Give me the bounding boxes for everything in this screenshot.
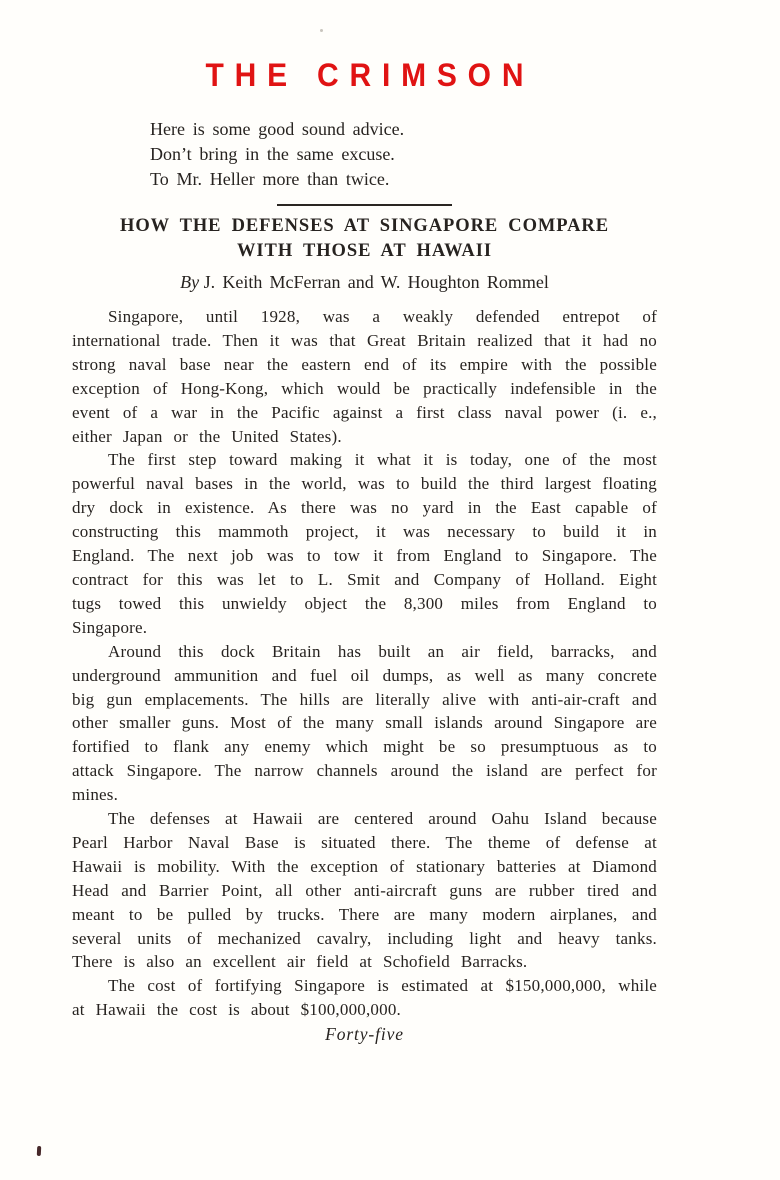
article-paragraph-4: The defenses at Hawaii are centered around Oahu Island because Pearl Harbor Naval Base is situated there. The theme of defense at Hawaii is mobility. With the exception of stationary batteries at Diamond Head and Barrier Point, all other anti-aircraft guns are rubber tired and meant to be pulled by trucks. There are many modern airplanes, and several units of mechanized cavalry, including light and heavy tanks. There is also an excellent air field at Schofield Barracks.: [72, 809, 657, 972]
article-paragraph-3: Around this dock Britain has built an air field, barracks, and underground ammunition and fuel oil dumps, as well as many concrete big gun emplacements. The hills are literally alive with anti-air-craft and other smaller guns. Most of the many small islands around Singapore are fortified to flank any enemy which might be so presumptuous as to attack Singapore. The narrow channels around the island are perfect for mines.: [72, 641, 657, 805]
article-title-line-1: HOW THE DEFENSES AT SINGAPORE COMPARE: [120, 216, 609, 236]
dust-speck-artifact: [320, 29, 323, 32]
byline-prefix: By: [180, 272, 200, 292]
article-body: [72, 305, 657, 1022]
verse-line-3: To Mr. Heller more than twice.: [150, 169, 390, 189]
verse-line-1: Here is some good sound advice.: [150, 119, 405, 139]
verse-block: [150, 117, 657, 192]
verse-line-2: Don’t bring in the same excuse.: [150, 144, 395, 164]
article-title: [72, 214, 657, 264]
article-byline: [72, 272, 657, 293]
section-divider-rule: [277, 204, 452, 206]
article-paragraph-5: The cost of fortifying Singapore is estimated at $150,000,000, while at Hawaii the cost is about $100,000,000.: [72, 976, 657, 1020]
article-title-line-2: WITH THOSE AT HAWAII: [237, 241, 492, 261]
byline-authors: J. Keith McFerran and W. Houghton Rommel: [203, 272, 549, 292]
article-paragraph-2: The first step toward making it what it is today, one of the most powerful naval bases in the world, was to build the third largest floating dry dock in existence. As there was no yard in the East capable of constructing this mammoth project, it was necessary to build it in England. The next job was to tow it from England to Singapore. The contract for this was let to L. Smit and Company of Holland. Eight tugs towed this unwieldy object the 8,300 miles from England to Singapore.: [72, 450, 657, 637]
page-number: Forty-five: [325, 1024, 404, 1045]
ink-speck-artifact: [37, 1146, 42, 1156]
article-paragraph-1: Singapore, until 1928, was a weakly defended entrepot of international trade. Then it was that Great Britain realized that it had no strong naval base near the eastern end of its empire with the possible exception of Hong-Kong, which would be practically indefensible in the event of a war in the Pacific against a first class naval power (i. e., either Japan or the United States).: [72, 307, 657, 446]
masthead-title: THE CRIMSON: [205, 58, 535, 94]
